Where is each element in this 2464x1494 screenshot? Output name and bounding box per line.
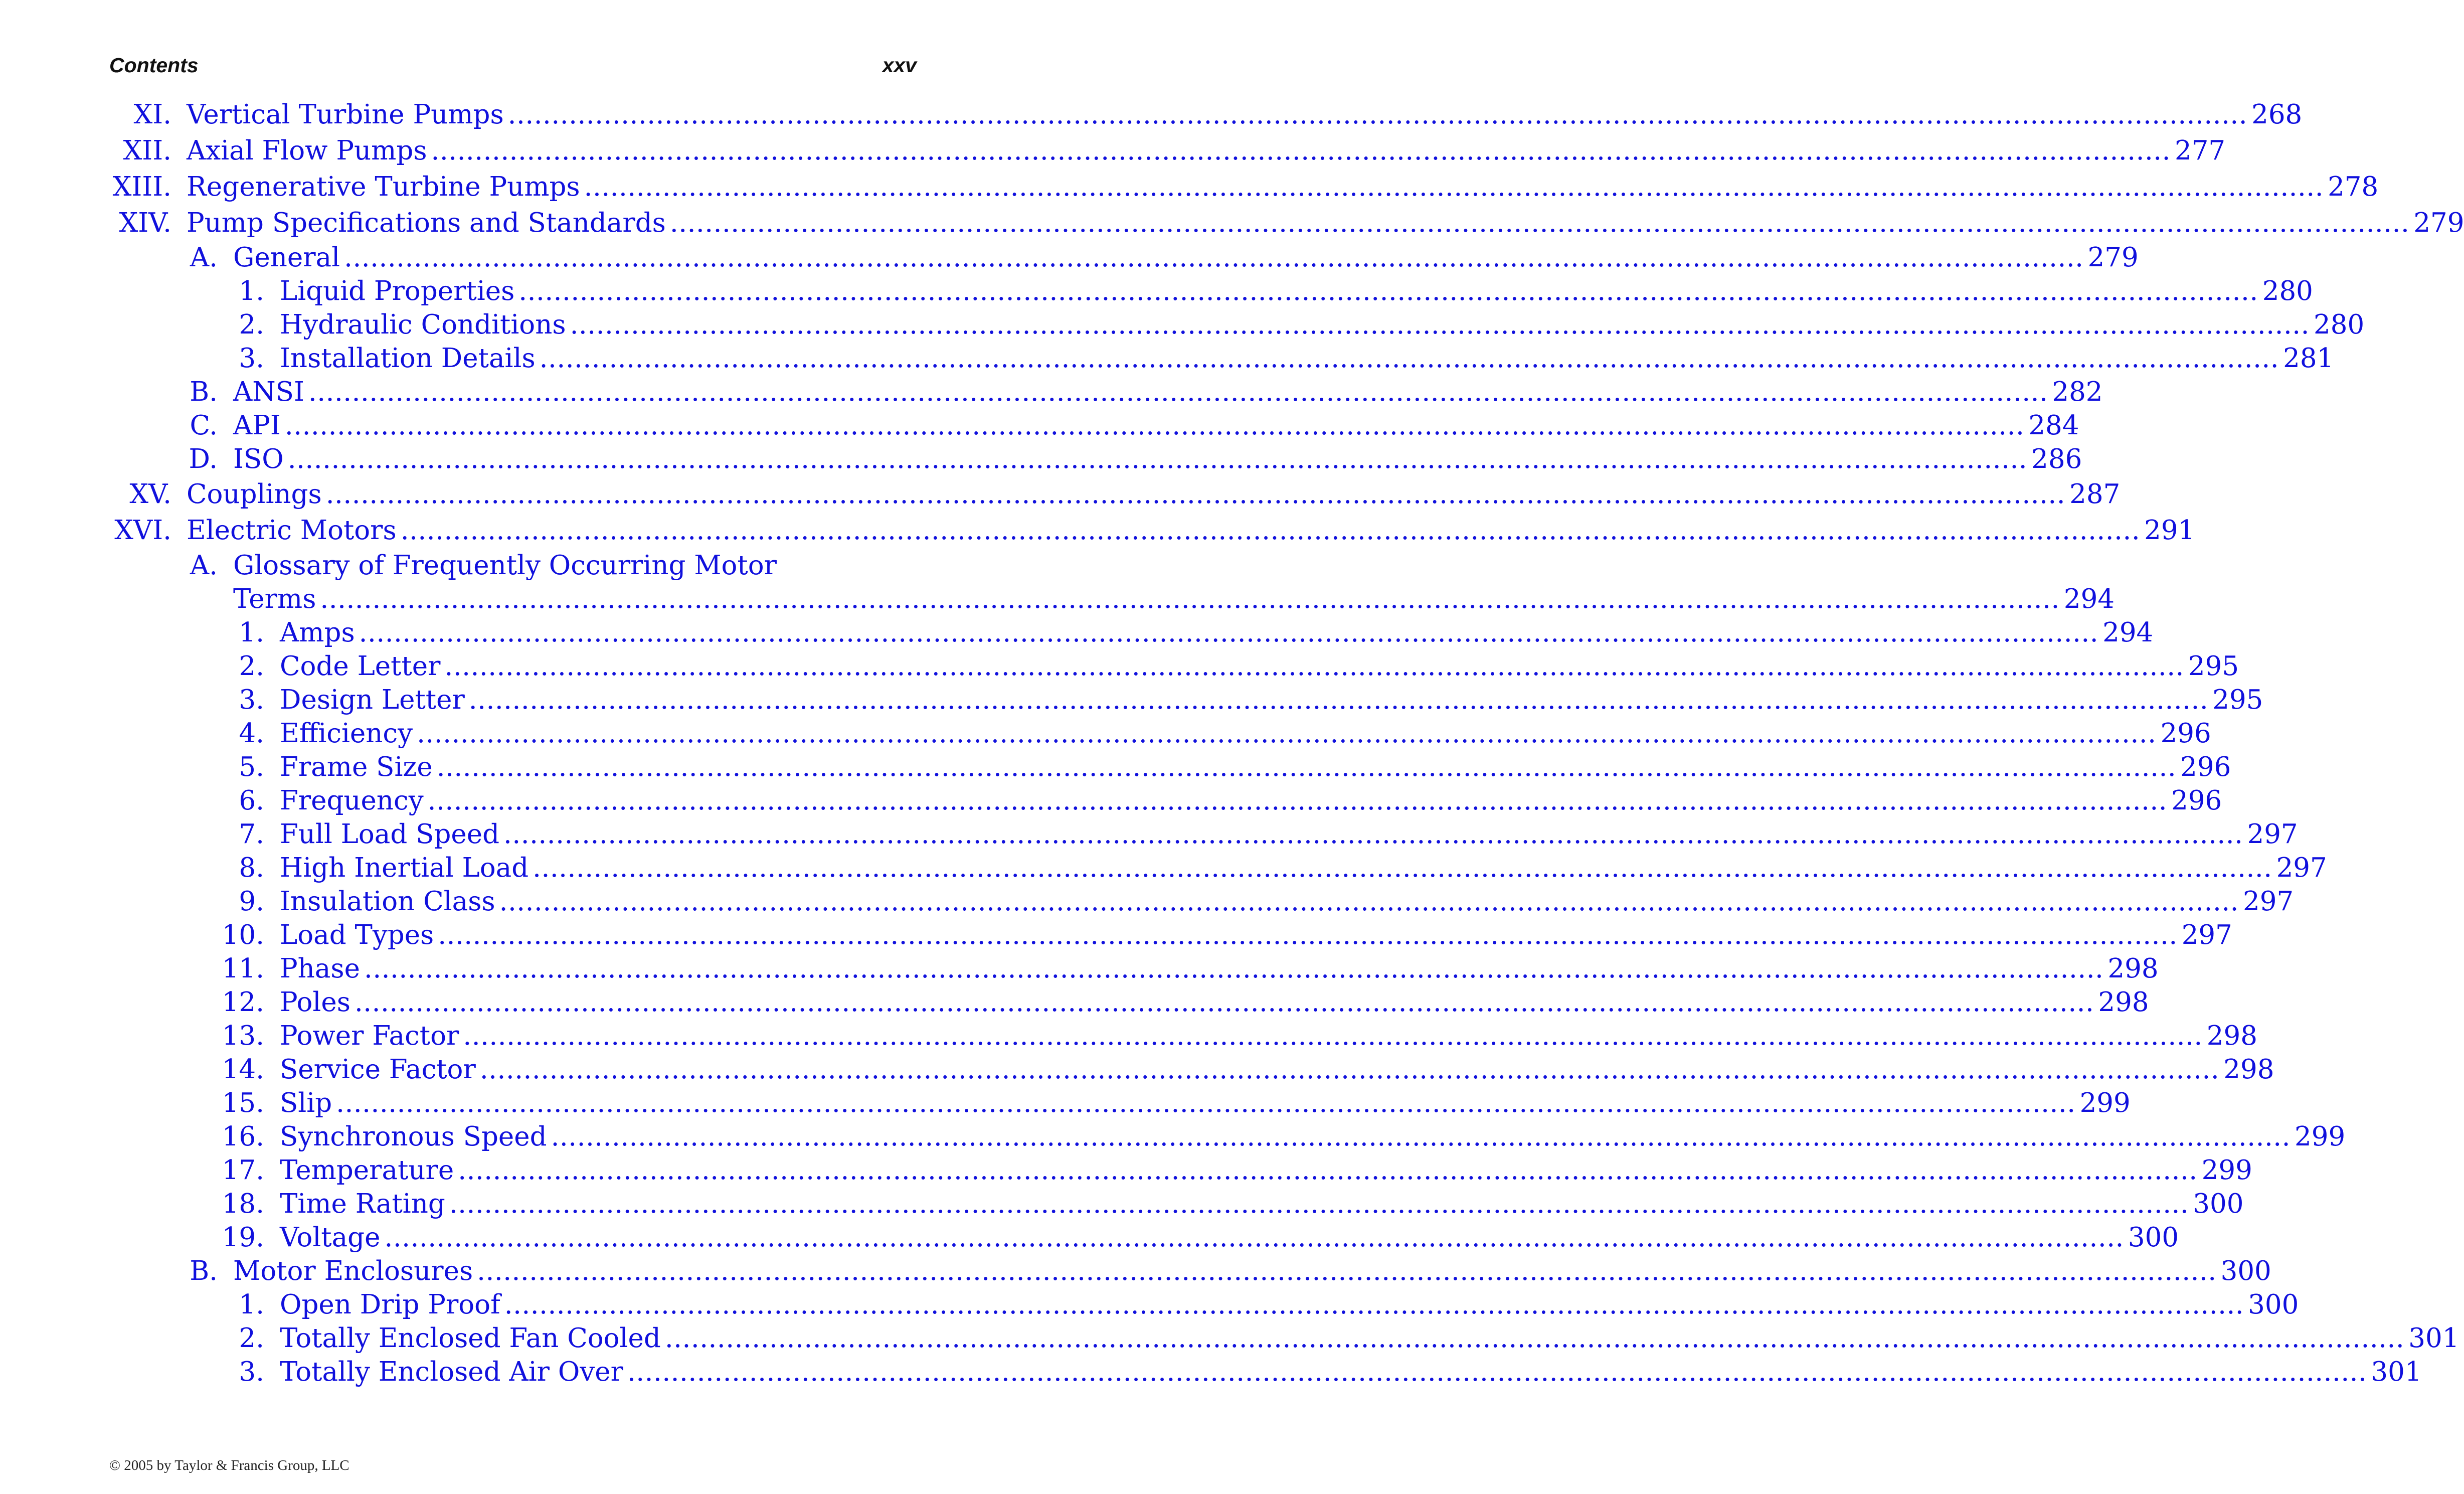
dot-leader: ........................................................................................................................................................................................................ [344, 242, 2084, 273]
toc-entry-title: Terms [233, 583, 316, 614]
toc-entry-number: 7. [239, 818, 264, 850]
toc-entry-title: Voltage [280, 1222, 381, 1253]
toc-entry-title: Totally Enclosed Air Over [280, 1356, 623, 1387]
toc-entry-number: 12. [222, 986, 264, 1018]
toc-entry[interactable] [0, 951, 2159, 985]
toc-entry[interactable] [0, 851, 2327, 885]
toc-entry-number: 11. [222, 953, 264, 984]
toc-entry-page: 286 [2031, 443, 2082, 474]
dot-leader: ........................................................................................................................................................................................................ [507, 99, 2248, 130]
toc-entry[interactable] [0, 1086, 2131, 1120]
toc-entry-title: Couplings [187, 478, 322, 510]
toc-entry-page: 279 [2087, 242, 2139, 273]
toc-entry-number: 9. [239, 886, 264, 917]
toc-entry-number: 19. [222, 1222, 264, 1253]
toc-entry[interactable] [0, 1187, 2244, 1221]
toc-entry[interactable] [0, 615, 2154, 649]
toc-entry[interactable] [0, 170, 2379, 204]
dot-leader: ........................................................................................................................................................................................................ [539, 343, 2279, 374]
toc-entry-number: 4. [239, 718, 264, 749]
toc-entry-title: Temperature [280, 1154, 454, 1186]
toc-entry-page: 282 [2052, 376, 2103, 407]
toc-entry-number: 6. [239, 785, 264, 816]
toc-entry-number: 17. [222, 1154, 264, 1186]
toc-entry-page: 300 [2248, 1289, 2299, 1320]
dot-leader: ........................................................................................................................................................................................................ [570, 309, 2310, 340]
toc-entry-title: Load Types [280, 919, 434, 950]
toc-entry-title: Liquid Properties [280, 275, 515, 306]
toc-entry-title: Design Letter [280, 684, 465, 715]
toc-entry[interactable] [0, 750, 2231, 784]
dot-leader: ........................................................................................................................................................................................................ [364, 953, 2104, 984]
toc-entry-number: XIII. [112, 171, 171, 202]
toc-entry-title: Pump Specifications and Standards [187, 207, 666, 238]
dot-leader: ........................................................................................................................................................................................................ [477, 1255, 2217, 1286]
toc-entry-page: 291 [2144, 515, 2195, 546]
dot-leader: ........................................................................................................................................................................................................ [354, 986, 2094, 1018]
toc-entry-page: 299 [2201, 1154, 2252, 1186]
toc-entry-page: 301 [2371, 1356, 2422, 1387]
dot-leader: ........................................................................................................................................................................................................ [325, 478, 2066, 510]
toc-entry-title: Code Letter [280, 650, 441, 682]
toc-entry-number: 13. [222, 1020, 264, 1051]
toc-entry-number: 8. [239, 852, 264, 883]
dot-leader: ........................................................................................................................................................................................................ [336, 1087, 2076, 1118]
dot-leader: ........................................................................................................................................................................................................ [287, 443, 2028, 474]
toc-entry[interactable] [0, 783, 2222, 817]
dot-leader: ........................................................................................................................................................................................................ [504, 1289, 2244, 1320]
toc-entry[interactable] [0, 918, 2232, 952]
toc-entry-page: 296 [2160, 718, 2211, 749]
toc-entry-number: XVI. [114, 515, 171, 546]
toc-entry-number: 1. [239, 275, 264, 306]
toc-entry[interactable] [0, 307, 2365, 342]
toc-entry[interactable] [0, 548, 1027, 582]
toc-entry[interactable] [0, 884, 2294, 918]
toc-entry-title: Full Load Speed [280, 818, 500, 850]
toc-entry-title: Open Drip Proof [280, 1289, 500, 1320]
dot-leader: ........................................................................................................................................................................................................ [444, 650, 2184, 682]
dot-leader: ........................................................................................................................................................................................................ [400, 515, 2141, 546]
toc-entry-page: 280 [2314, 309, 2365, 340]
toc-entry-page: 297 [2247, 818, 2298, 850]
dot-leader: ........................................................................................................................................................................................................ [438, 919, 2178, 950]
toc-entry[interactable] [0, 1355, 2422, 1389]
toc-entry-number: 2. [239, 1322, 264, 1354]
dot-leader: ........................................................................................................................................................................................................ [551, 1121, 2291, 1152]
toc-entry-title: Amps [280, 617, 355, 648]
toc-entry-page: 281 [2283, 343, 2334, 374]
toc-entry[interactable] [0, 1321, 2459, 1355]
toc-entry-number: 1. [239, 617, 264, 648]
toc-entry-page: 300 [2193, 1188, 2244, 1219]
toc-entry[interactable] [0, 341, 2334, 375]
toc-entry-number: XI. [133, 99, 171, 130]
toc-entry-number: 3. [239, 1356, 264, 1387]
dot-leader: ........................................................................................................................................................................................................ [533, 852, 2272, 883]
dot-leader: ........................................................................................................................................................................................................ [427, 785, 2168, 816]
toc-entry[interactable] [0, 97, 2303, 131]
toc-entry-title: Installation Details [280, 343, 536, 374]
dot-leader: ........................................................................................................................................................................................................ [463, 1020, 2203, 1051]
toc-entry-page: 277 [2174, 135, 2226, 166]
toc-entry[interactable] [0, 716, 2211, 750]
dot-leader: ........................................................................................................................................................................................................ [479, 1054, 2220, 1085]
toc-entry-title: Slip [280, 1087, 332, 1118]
toc-entry-number: 5. [239, 751, 264, 782]
toc-entry-page: 296 [2180, 751, 2231, 782]
toc-entry-page: 298 [2098, 986, 2149, 1018]
copyright-footer: © 2005 by Taylor & Francis Group, LLC [109, 1457, 349, 1473]
toc-entry-title: Electric Motors [187, 515, 397, 546]
toc-entry-page: 284 [2028, 410, 2079, 441]
toc-entry[interactable] [0, 1254, 2271, 1288]
toc-entry-page: 268 [2251, 99, 2303, 130]
toc-entry[interactable] [0, 408, 2079, 442]
toc-entry-page: 297 [2276, 852, 2327, 883]
toc-entry-title: Glossary of Frequently Occurring Motor [233, 550, 777, 581]
toc-entry-number: XII. [123, 135, 171, 166]
toc-entry[interactable] [0, 375, 2103, 409]
toc-entry[interactable] [0, 442, 2082, 476]
toc-entry-page: 279 [2413, 207, 2464, 238]
toc-entry[interactable] [0, 1119, 2346, 1153]
toc-entry-title: Poles [280, 986, 350, 1018]
page-header [109, 49, 917, 81]
toc-entry-number: 3. [239, 684, 264, 715]
toc-entry-title: High Inertial Load [280, 852, 529, 883]
toc-entry-number: XV. [129, 478, 171, 510]
toc-entry-title: ISO [233, 443, 284, 474]
toc-entry-title: ANSI [233, 376, 304, 407]
dot-leader: ........................................................................................................................................................................................................ [499, 886, 2239, 917]
toc-entry[interactable] [0, 582, 2115, 616]
toc-entry-page: 299 [2079, 1087, 2131, 1118]
toc-entry-number: 16. [222, 1121, 264, 1152]
dot-leader: ........................................................................................................................................................................................................ [431, 135, 2171, 166]
toc-entry-number: 2. [239, 309, 264, 340]
toc-entry[interactable] [0, 477, 2121, 511]
toc-entry-number: XIV. [119, 207, 171, 238]
toc-entry[interactable] [0, 240, 2139, 274]
toc-entry[interactable] [0, 649, 2239, 683]
toc-entry-page: 301 [2408, 1322, 2459, 1354]
dot-leader: ........................................................................................................................................................................................................ [417, 718, 2157, 749]
toc-entry[interactable] [0, 1220, 2179, 1254]
toc-entry-number: 14. [222, 1054, 264, 1085]
toc-entry[interactable] [0, 513, 2195, 547]
dot-leader: ........................................................................................................................................................................................................ [384, 1222, 2124, 1253]
toc-entry-page: 294 [2063, 583, 2115, 614]
toc-entry[interactable] [0, 985, 2149, 1019]
dot-leader: ........................................................................................................................................................................................................ [664, 1322, 2405, 1354]
dot-leader: ........................................................................................................................................................................................................ [308, 376, 2048, 407]
toc-entry-title: Time Rating [280, 1188, 445, 1219]
toc-entry-page: 300 [2128, 1222, 2179, 1253]
toc-entry-page: 295 [2188, 650, 2239, 682]
toc-entry[interactable] [0, 1153, 2252, 1187]
dot-leader: ........................................................................................................................................................................................................ [503, 818, 2243, 850]
toc-entry-number: C. [190, 410, 218, 441]
toc-entry-number: 1. [239, 1289, 264, 1320]
dot-leader: ........................................................................................................................................................................................................ [468, 684, 2209, 715]
dot-leader: ........................................................................................................................................................................................................ [627, 1356, 2367, 1387]
toc-entry-number: 2. [239, 650, 264, 682]
toc-entry-page: 297 [2181, 919, 2232, 950]
toc-entry[interactable] [0, 206, 2464, 240]
toc-entry-number: B. [190, 376, 218, 407]
toc-entry-page: 295 [2212, 684, 2263, 715]
toc-entry-number: A. [190, 550, 218, 581]
toc-entry-page: 296 [2171, 785, 2222, 816]
toc-entry[interactable] [0, 1019, 2257, 1053]
toc-entry-title: Power Factor [280, 1020, 459, 1051]
dot-leader: ........................................................................................................................................................................................................ [669, 207, 2410, 238]
toc-entry-title: Vertical Turbine Pumps [187, 99, 504, 130]
toc-entry-title: API [233, 410, 281, 441]
dot-leader: ........................................................................................................................................................................................................ [359, 617, 2099, 648]
toc-entry-page: 278 [2328, 171, 2379, 202]
toc-entry-page: 299 [2295, 1121, 2346, 1152]
toc-entry-number: 15. [222, 1087, 264, 1118]
toc-entry-page: 300 [2220, 1255, 2271, 1286]
toc-entry-page: 298 [2206, 1020, 2257, 1051]
toc-entry-number: A. [190, 242, 218, 273]
toc-entry-number: 18. [222, 1188, 264, 1219]
toc-entry[interactable] [0, 133, 2226, 168]
toc-entry-title: General [233, 242, 340, 273]
toc-entry-title: Efficiency [280, 718, 413, 749]
toc-entry-page: 294 [2102, 617, 2154, 648]
toc-entry-title: Regenerative Turbine Pumps [187, 171, 580, 202]
toc-entry-title: Totally Enclosed Fan Cooled [280, 1322, 661, 1354]
dot-leader: ........................................................................................................................................................................................................ [284, 410, 2025, 441]
toc-entry-page: 287 [2069, 478, 2121, 510]
running-head-title: Contents [109, 53, 199, 77]
toc-entry-title: Motor Enclosures [233, 1255, 473, 1286]
toc-entry[interactable] [0, 1052, 2274, 1086]
toc-entry-title: Axial Flow Pumps [187, 135, 427, 166]
toc-entry[interactable] [0, 683, 2263, 717]
toc-entry-number: B. [190, 1255, 218, 1286]
toc-entry-title: Phase [280, 953, 360, 984]
toc-entry[interactable] [0, 1287, 2299, 1321]
toc-entry-page: 280 [2262, 275, 2313, 306]
toc-entry-title: Frequency [280, 785, 424, 816]
toc-entry[interactable] [0, 817, 2298, 851]
toc-entry-title: Hydraulic Conditions [280, 309, 566, 340]
page-number: xxv [882, 53, 917, 77]
toc-entry[interactable] [0, 274, 2313, 308]
toc-entry-number: 3. [239, 343, 264, 374]
toc-entry-title: Frame Size [280, 751, 433, 782]
dot-leader: ........................................................................................................................................................................................................ [584, 171, 2324, 202]
toc-entry-title: Insulation Class [280, 886, 495, 917]
dot-leader: ........................................................................................................................................................................................................ [449, 1188, 2189, 1219]
dot-leader: ........................................................................................................................................................................................................ [458, 1154, 2198, 1186]
toc-entry-number: 10. [222, 919, 264, 950]
toc-entry-page: 298 [2107, 953, 2159, 984]
dot-leader: ........................................................................................................................................................................................................ [320, 583, 2060, 614]
toc-entry-page: 297 [2243, 886, 2294, 917]
toc-entry-page: 298 [2223, 1054, 2274, 1085]
dot-leader: ........................................................................................................................................................................................................ [518, 275, 2258, 306]
toc-entry-title: Service Factor [280, 1054, 476, 1085]
toc-entry-title: Synchronous Speed [280, 1121, 547, 1152]
dot-leader: ........................................................................................................................................................................................................ [436, 751, 2177, 782]
toc-entry-number: D. [189, 443, 218, 474]
